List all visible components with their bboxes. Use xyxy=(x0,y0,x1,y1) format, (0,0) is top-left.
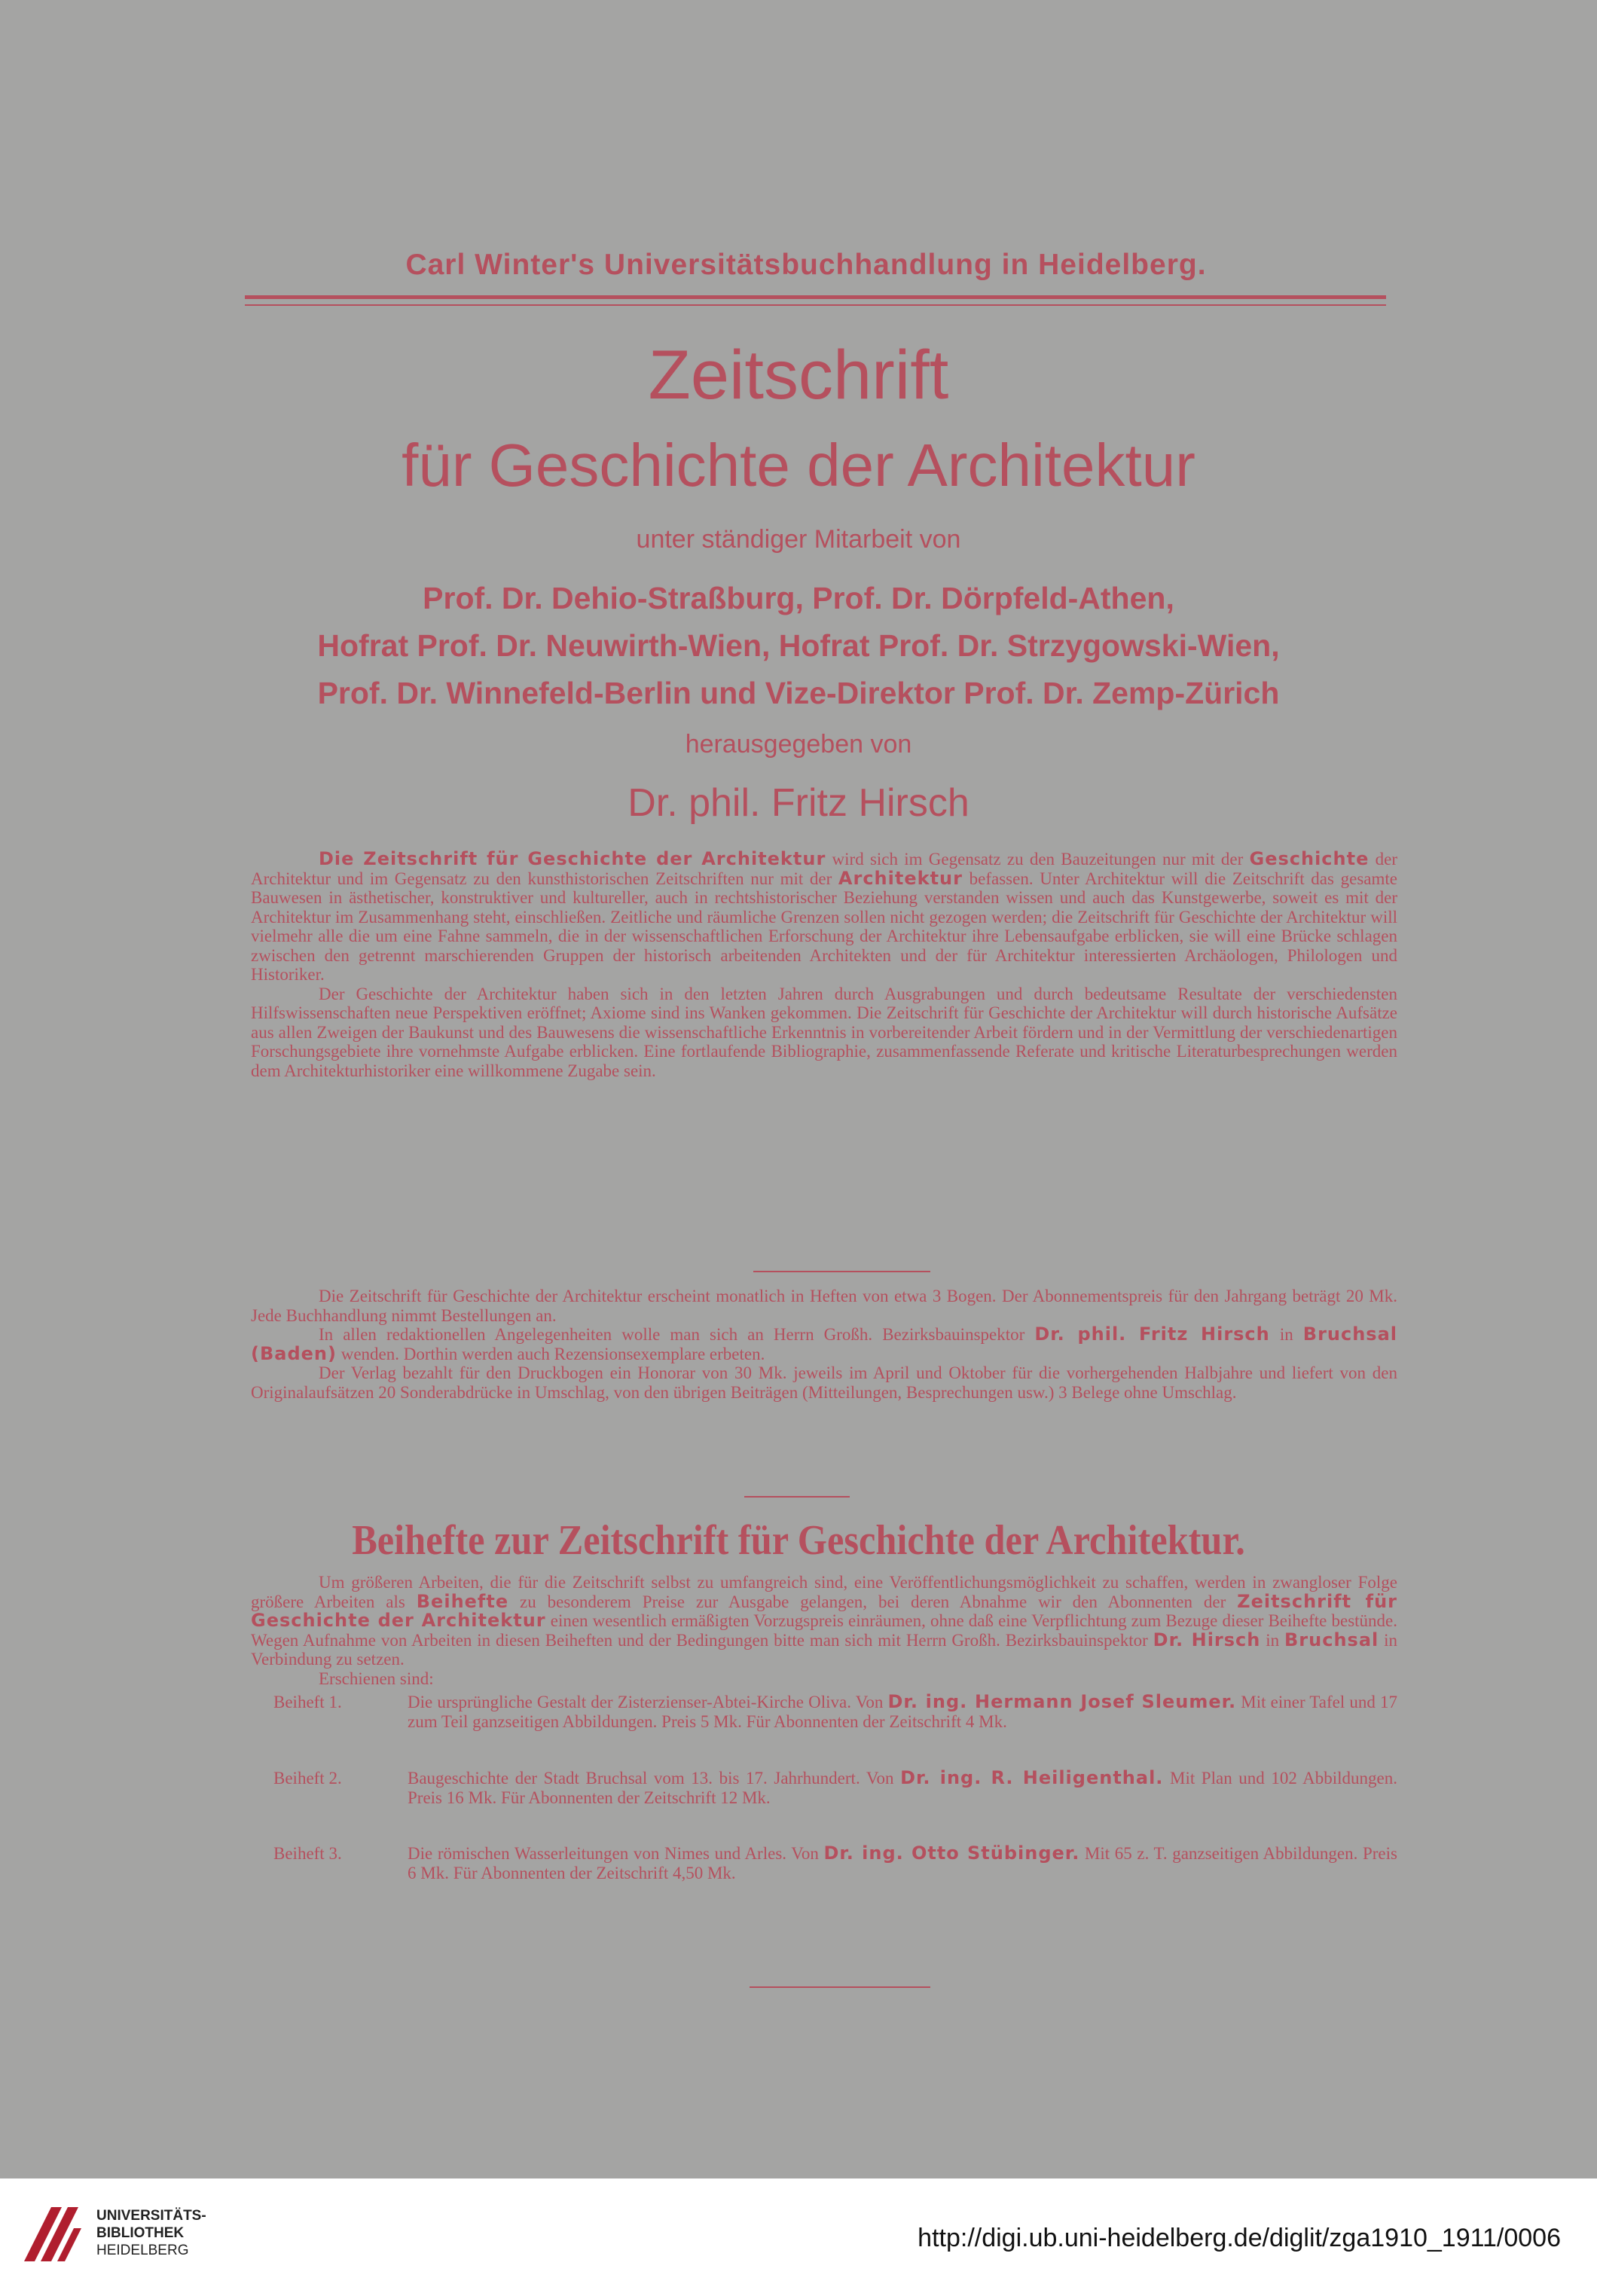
section-divider xyxy=(753,1271,930,1272)
terms-paragraph-3: Der Verlag bezahlt für den Druckbogen ein Honorar von 30 Mk. jeweils im April und Oktober für die vorhergehenden Halbjahre und liefert von den Originalaufsätzen 20 Sonderabdrücke in Umschlag, von den übrigen Beiträgen (Mitteilungen, Besprechungen usw.) 3 Belege ohne Umschlag. xyxy=(251,1363,1397,1402)
editor-name: Dr. phil. Fritz Hirsch xyxy=(628,781,969,825)
intro-paragraph-2: Der Geschichte der Architektur haben sich in den letzten Jahren durch Ausgrabungen und durch bedeutsame Resultate der verschiedensten Hilfswissenschaften neue Perspektiven eröffnet; Axiome sind ins Wanken gekommen. Die Zeitschrift für Geschichte der Architektur will durch historische Aufsätze aus allen Zweigen der Baukunst und des Bauwesens die wissenschaftliche Erkenntnis in vorbereitender Arbeit fördern und in der Vermittlung der verschiedenartigen Forschungsgebiete ihre vornehmste Aufgabe erblicken. Eine fortlaufende Bibliographie, zusammenfassende Referate und kritische Literaturbesprechungen werden dem Architekturhistoriker eine willkommene Zugabe sein. xyxy=(251,984,1397,1080)
beiheft-description: Die ursprüngliche Gestalt der Zisterzienser-Abtei-Kirche Oliva. Von Dr. ing. Hermann Josef Sleumer. Mit einer Tafel und 17 zum Teil ganzseitigen Abbildungen. Preis 5 Mk. Für Abonnenten der Zeitschrift 4 Mk. xyxy=(408,1691,1398,1731)
beiheft-description: Die römischen Wasserleitungen von Nimes und Arles. Von Dr. ing. Otto Stübinger. Mit 65 z. T. ganzseitigen Abbildungen. Preis 6 Mk. Für Abonnenten der Zeitschrift 4,50 Mk. xyxy=(408,1843,1397,1882)
beihefte-title: Beihefte zur Zeitschrift für Geschichte der Architektur. xyxy=(352,1517,1245,1564)
library-footer xyxy=(0,2178,1597,2296)
beiheft-label: Beiheft 3. xyxy=(273,1844,342,1863)
beiheft-entry xyxy=(251,1693,1397,1731)
beiheft-description: Baugeschichte der Stadt Bruchsal vom 13. bis 17. Jahrhundert. Von Dr. ing. R. Heiligenthal. Mit Plan und 102 Abbildungen. Preis 16 Mk. Für Abonnenten der Zeitschrift 12 Mk. xyxy=(408,1767,1398,1807)
terms-text xyxy=(251,1287,1397,1402)
publisher-line: Carl Winter's Universitätsbuchhandlung in Heidelberg. xyxy=(405,249,1207,281)
section-divider xyxy=(750,1986,930,1988)
contributors-line-1: Prof. Dr. Dehio-Straßburg, Prof. Dr. Dörpfeld-Athen, xyxy=(423,581,1174,615)
collaboration-line: unter ständiger Mitarbeit von xyxy=(636,525,961,554)
beihefte-intro xyxy=(251,1573,1397,1688)
header-rule-thick xyxy=(245,295,1386,299)
published-heading: Erschienen sind: xyxy=(319,1669,434,1688)
contributors-line-3: Prof. Dr. Winnefeld-Berlin und Vize-Direktor Prof. Dr. Zemp-Zürich xyxy=(317,676,1280,710)
intro-paragraph-1: Die Zeitschrift für Geschichte der Architektur wird sich im Gegensatz zu den Bauzeitungen nur mit der Geschichte der Architektur und im Gegensatz zu den kunsthistorischen Zeitschriften nur mit der Architektur befassen. Unter Architektur will die Zeitschrift das gesamte Bauwesen in ästhetischer, konstruktiver und kultureller, auch in rechtshistorischer Beziehung verstanden wissen und auch das Kunstgewerbe, soweit es mit der Architektur im Zusammenhang steht, einschließen. Zeitliche und räumliche Grenzen sollen nicht gezogen werden; die Zeitschrift für Geschichte der Architektur will vielmehr alle die um eine Fahne sammeln, die in der wissenschaftlichen Erforschung der Architektur ihre Lebensaufgabe erblicken, sie will eine Brücke schlagen zwischen den getrennt marschierenden Gruppen der historisch arbeitenden Architekten und der für Architektur interessierten Archäologen, Philologen und Historiker. xyxy=(251,848,1398,984)
library-logo-icon xyxy=(18,2200,90,2272)
beiheft-label: Beiheft 2. xyxy=(273,1769,342,1788)
terms-paragraph-2: In allen redaktionellen Angelegenheiten wolle man sich an Herrn Großh. Bezirksbauinspektor Dr. phil. Fritz Hirsch in Bruchsal (Baden) wenden. Dorthin werden auch Rezensionsexemplare erbeten. xyxy=(251,1324,1398,1364)
terms-paragraph-1: Die Zeitschrift für Geschichte der Architektur erscheint monatlich in Heften von etwa 3 Bogen. Der Abonnementspreis für den Jahrgang beträgt 20 Mk. Jede Buchhandlung nimmt Bestellungen an. xyxy=(251,1287,1397,1325)
header-rule-thin xyxy=(245,304,1386,306)
edited-by-line: herausgegeben von xyxy=(685,730,912,759)
contributors-line-2: Hofrat Prof. Dr. Neuwirth-Wien, Hofrat Prof. Dr. Strzygowski-Wien, xyxy=(317,628,1280,663)
intro-text xyxy=(251,850,1397,1080)
title-line-2: für Geschichte der Architektur xyxy=(402,432,1195,499)
beiheft-label: Beiheft 1. xyxy=(273,1693,342,1711)
title-line-1: Zeitschrift xyxy=(648,337,949,414)
beihefte-paragraph: Um größeren Arbeiten, die für die Zeitschrift selbst zu umfangreich sind, eine Veröffentlichungsmöglichkeit zu schaffen, werden in zwangloser Folge größere Arbeiten als Beihefte zu besonderem Preise zur Ausgabe gelangen, bei deren Abnahme wir den Abonnenten der Zeitschrift für Geschichte der Architektur einen wesentlich ermäßigten Vorzugspreis einräumen, ohne daß eine Verpflichtung zum Bezuge dieser Beihefte bestünde. Wegen Aufnahme von Arbeiten in diesen Beiheften und der Bedingungen bitte man sich mit Herrn Großh. Bezirksbauinspektor Dr. Hirsch in Bruchsal in Verbindung zu setzen. xyxy=(251,1573,1398,1669)
beiheft-entry xyxy=(251,1769,1397,1807)
page-url[interactable]: http://digi.ub.uni-heidelberg.de/diglit/zga1910_1911/0006 xyxy=(918,2224,1561,2252)
beiheft-entry xyxy=(251,1844,1397,1882)
section-divider xyxy=(744,1496,850,1498)
library-name: UNIVERSITÄTS- BIBLIOTHEK HEIDELBERG xyxy=(96,2208,206,2258)
